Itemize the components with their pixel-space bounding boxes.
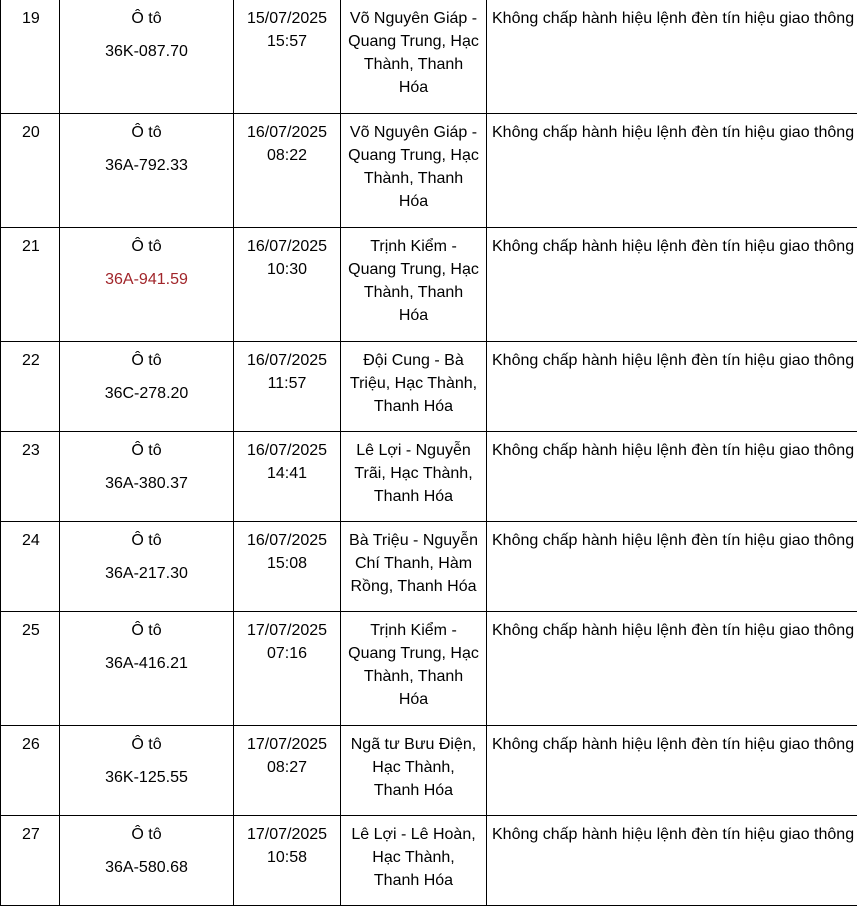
vehicle-type: Ô tô [66,733,227,756]
license-plate: 36A-217.30 [66,562,227,585]
location-cell [341,114,487,228]
location-line: Hạc Thành, [347,756,480,779]
location-line: Hóa [347,304,480,327]
table-row [1,342,857,432]
table-row [1,114,857,228]
vehicle-cell [60,228,234,342]
license-plate: 36A-941.59 [66,268,227,291]
row-number: 26 [1,726,60,816]
violation-date: 16/07/2025 [240,529,334,552]
license-plate: 36A-580.68 [66,856,227,879]
vehicle-type: Ô tô [66,529,227,552]
location-line: Thanh Hóa [347,395,480,418]
location-line: Quang Trung, Hạc [347,30,480,53]
location-line: Quang Trung, Hạc [347,144,480,167]
location-line: Trịnh Kiểm - [347,619,480,642]
vehicle-type: Ô tô [66,619,227,642]
datetime-cell [234,0,341,114]
datetime-cell [234,612,341,726]
row-number: 27 [1,816,60,906]
violation-time: 10:58 [240,846,334,869]
vehicle-type: Ô tô [66,7,227,30]
table-row [1,432,857,522]
violation-date: 17/07/2025 [240,733,334,756]
location-line: Thanh Hóa [347,485,480,508]
violation-description: Không chấp hành hiệu lệnh đèn tín hiệu giao thông [487,816,857,906]
violation-date: 17/07/2025 [240,619,334,642]
row-number: 19 [1,0,60,114]
location-line: Võ Nguyên Giáp - [347,121,480,144]
vehicle-cell [60,612,234,726]
location-line: Hạc Thành, [347,846,480,869]
violation-date: 16/07/2025 [240,439,334,462]
location-line: Lê Lợi - Nguyễn [347,439,480,462]
location-line: Rồng, Thanh Hóa [347,575,480,598]
location-line: Chí Thanh, Hàm [347,552,480,575]
violation-date: 16/07/2025 [240,235,334,258]
row-number: 21 [1,228,60,342]
location-line: Thành, Thanh [347,53,480,76]
location-cell [341,726,487,816]
violation-description: Không chấp hành hiệu lệnh đèn tín hiệu giao thông [487,114,857,228]
location-cell [341,0,487,114]
location-line: Thành, Thanh [347,167,480,190]
row-number: 23 [1,432,60,522]
violation-description: Không chấp hành hiệu lệnh đèn tín hiệu giao thông [487,342,857,432]
license-plate: 36A-416.21 [66,652,227,675]
row-number: 20 [1,114,60,228]
location-line: Hóa [347,688,480,711]
table-row [1,522,857,612]
location-cell [341,432,487,522]
location-line: Thành, Thanh [347,665,480,688]
vehicle-cell [60,114,234,228]
violation-time: 08:22 [240,144,334,167]
table-row [1,0,857,114]
violation-description: Không chấp hành hiệu lệnh đèn tín hiệu giao thông [487,432,857,522]
vehicle-type: Ô tô [66,349,227,372]
row-number: 24 [1,522,60,612]
vehicle-type: Ô tô [66,823,227,846]
table-row [1,816,857,906]
datetime-cell [234,342,341,432]
location-cell [341,612,487,726]
location-line: Võ Nguyên Giáp - [347,7,480,30]
violation-description: Không chấp hành hiệu lệnh đèn tín hiệu giao thông [487,228,857,342]
violation-time: 11:57 [240,372,334,395]
location-line: Thành, Thanh [347,281,480,304]
location-line: Trịnh Kiểm - [347,235,480,258]
license-plate: 36A-792.33 [66,154,227,177]
location-cell [341,522,487,612]
location-line: Đội Cung - Bà [347,349,480,372]
violation-date: 16/07/2025 [240,349,334,372]
location-line: Thanh Hóa [347,779,480,802]
datetime-cell [234,816,341,906]
vehicle-cell [60,342,234,432]
violation-time: 14:41 [240,462,334,485]
violation-date: 16/07/2025 [240,121,334,144]
location-line: Ngã tư Bưu Điện, [347,733,480,756]
table-row [1,228,857,342]
license-plate: 36A-380.37 [66,472,227,495]
datetime-cell [234,522,341,612]
violation-date: 15/07/2025 [240,7,334,30]
location-line: Hóa [347,76,480,99]
location-line: Quang Trung, Hạc [347,258,480,281]
vehicle-cell [60,726,234,816]
violation-date: 17/07/2025 [240,823,334,846]
location-line: Quang Trung, Hạc [347,642,480,665]
location-cell [341,228,487,342]
datetime-cell [234,228,341,342]
violation-description: Không chấp hành hiệu lệnh đèn tín hiệu giao thông [487,612,857,726]
location-cell [341,816,487,906]
violation-description: Không chấp hành hiệu lệnh đèn tín hiệu giao thông [487,522,857,612]
violation-time: 10:30 [240,258,334,281]
vehicle-cell [60,0,234,114]
violations-table-body [1,0,857,906]
violation-time: 08:27 [240,756,334,779]
table-row [1,726,857,816]
datetime-cell [234,726,341,816]
license-plate: 36C-278.20 [66,382,227,405]
vehicle-type: Ô tô [66,121,227,144]
violation-description: Không chấp hành hiệu lệnh đèn tín hiệu giao thông [487,0,857,114]
row-number: 25 [1,612,60,726]
location-cell [341,342,487,432]
location-line: Bà Triệu - Nguyễn [347,529,480,552]
violation-time: 07:16 [240,642,334,665]
location-line: Hóa [347,190,480,213]
vehicle-cell [60,522,234,612]
location-line: Trãi, Hạc Thành, [347,462,480,485]
location-line: Thanh Hóa [347,869,480,892]
vehicle-type: Ô tô [66,235,227,258]
license-plate: 36K-125.55 [66,766,227,789]
datetime-cell [234,114,341,228]
violation-description: Không chấp hành hiệu lệnh đèn tín hiệu giao thông [487,726,857,816]
vehicle-cell [60,432,234,522]
violation-time: 15:57 [240,30,334,53]
datetime-cell [234,432,341,522]
location-line: Triệu, Hạc Thành, [347,372,480,395]
table-row [1,612,857,726]
license-plate: 36K-087.70 [66,40,227,63]
vehicle-type: Ô tô [66,439,227,462]
vehicle-cell [60,816,234,906]
row-number: 22 [1,342,60,432]
violation-time: 15:08 [240,552,334,575]
location-line: Lê Lợi - Lê Hoàn, [347,823,480,846]
